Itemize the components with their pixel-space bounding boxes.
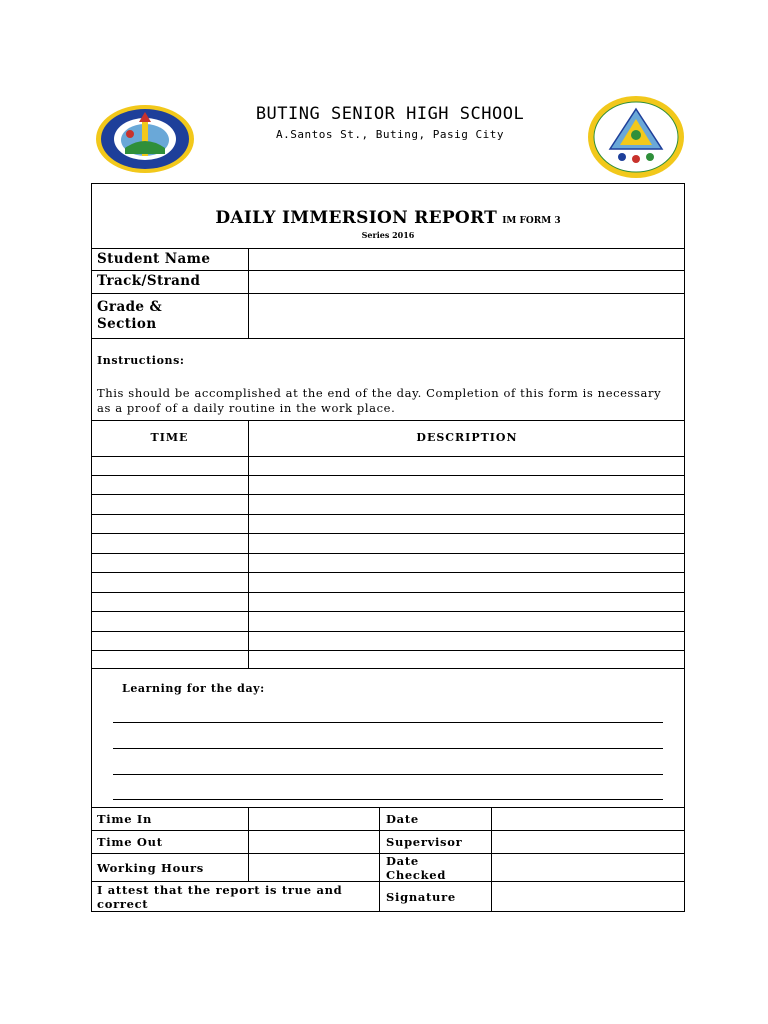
attest-line1: I attest that the report is true and [97, 883, 343, 897]
divider [91, 592, 685, 593]
divider [491, 807, 492, 912]
grade-label-line1: Grade & [97, 299, 163, 315]
time-out-label: Time Out [97, 835, 163, 849]
track-strand-field[interactable] [249, 271, 684, 293]
divider [91, 830, 685, 831]
divider [248, 420, 249, 668]
divider [91, 650, 685, 651]
date-checked-label [386, 854, 446, 882]
learning-label: Learning for the day: [122, 682, 265, 695]
time-in-label: Time In [97, 812, 153, 826]
student-name-field[interactable] [249, 249, 684, 270]
divider [91, 456, 685, 457]
divider [91, 514, 685, 515]
writing-line[interactable] [113, 799, 663, 800]
writing-line[interactable] [113, 722, 663, 723]
signature-label: Signature [386, 890, 456, 904]
school-seal-logo [95, 104, 195, 174]
report-title-text: DAILY IMMERSION REPORT [215, 208, 498, 228]
supervisor-label: Supervisor [386, 835, 463, 849]
divider [91, 553, 685, 554]
writing-line[interactable] [113, 748, 663, 749]
report-title [91, 208, 685, 228]
school-address: A.Santos St., Buting, Pasig City [276, 128, 504, 141]
divider [91, 420, 685, 421]
divider [91, 668, 685, 669]
writing-line[interactable] [113, 774, 663, 775]
track-strand-label: Track/Strand [97, 273, 201, 289]
series-label: Series 2016 [361, 230, 415, 240]
grade-label-line2: Section [97, 316, 157, 332]
instructions-label: Instructions: [97, 354, 185, 367]
working-hours-label: Working Hours [97, 861, 204, 875]
divider [91, 533, 685, 534]
description-column-header: DESCRIPTION [416, 431, 518, 444]
divider [248, 807, 249, 881]
divider [91, 494, 685, 495]
date-checked-line1: Date [386, 854, 419, 868]
attest-label [97, 883, 342, 911]
time-column-header: TIME [150, 431, 189, 444]
grade-section-field[interactable] [249, 294, 684, 338]
attest-line2: correct [97, 897, 149, 911]
grade-section-label [97, 299, 162, 333]
divider [91, 572, 685, 573]
divider [91, 631, 685, 632]
date-checked-line2: Checked [386, 868, 447, 882]
divider [91, 338, 685, 339]
student-name-label: Student Name [97, 251, 211, 267]
division-seal-logo [586, 95, 686, 179]
divider [91, 475, 685, 476]
form-code: IM FORM 3 [502, 216, 561, 226]
divider [379, 807, 380, 912]
date-label: Date [386, 812, 419, 826]
instructions-text: This should be accomplished at the end of the day. Completion of this form is necessary as a proof of a daily routine in the work place. [97, 386, 662, 415]
divider [91, 807, 685, 808]
divider [91, 611, 685, 612]
school-name: BUTING SENIOR HIGH SCHOOL [255, 104, 525, 124]
